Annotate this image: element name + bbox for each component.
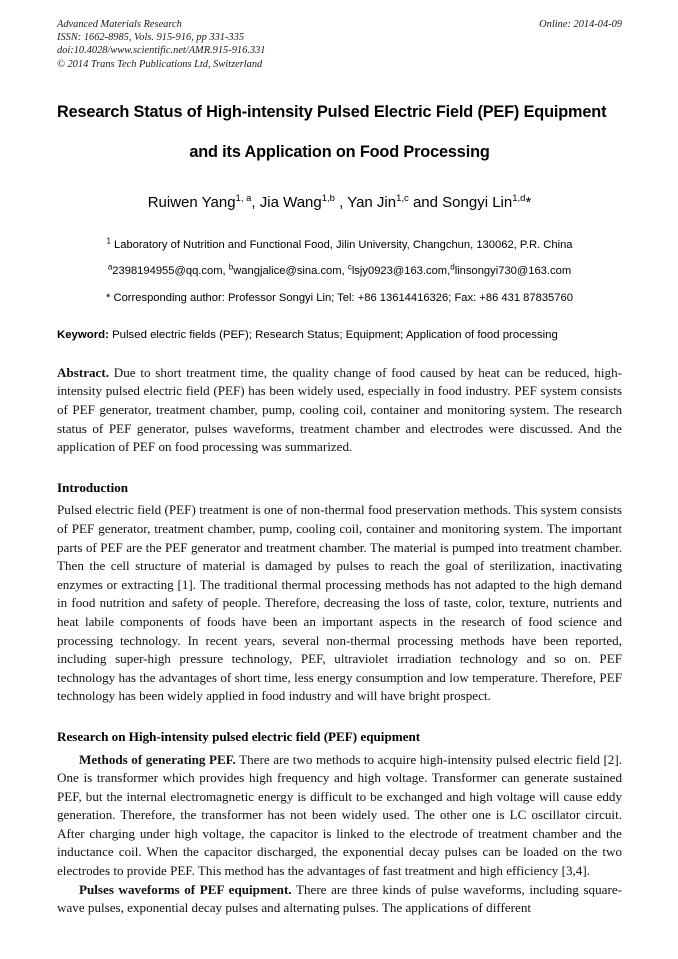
abstract-label: Abstract.: [57, 364, 109, 380]
section-heading-research: Research on High-intensity pulsed electric field (PEF) equipment: [57, 728, 421, 744]
masthead-left-block: [57, 18, 477, 71]
email-address-c[interactable]: lsjy0923@163.com,: [351, 264, 451, 277]
corresponding-author-asterisk: *: [525, 193, 532, 211]
author-separator-2: ,: [334, 193, 348, 211]
introduction-paragraph: Pulsed electric field (PEF) treatment is one of non-thermal food preservation methods. This system consists of PEF generator, treatment chamber, pump, cooling coil, container and monitoring system. The important parts of PEF are the PEF generator and treatment chamber. The material is pumped into treatment chamber. Then the cell structure of material is damaged by pulses to reach the goal of sterilization, inactivating enzymes or extracting [1]. The traditional thermal processing methods has not adapted to the high demand in food nutrition and safety of people. Therefore, decreasing the loss of taste, color, texture, nutrients and heat labile components of foods have been an important aspects in the research of food science and processing technology. In recent years, several non-thermal processing methods have been reported, including super-high pressure technology, PEF, ultraviolet irradiation technology and so on. PEF technology has the advantages of short time, less energy consumption and low temperature. Therefore, PEF technology has been widely applied in food industry and will have bright prospect.: [57, 502, 622, 704]
methods-paragraph-text: There are two methods to acquire high-intensity pulsed electric field [2]. One is transformer which provides high frequency and high voltage. Transformer can generate sustained PEF, but the internal electromagnetic energy is difficult to be exchanged and high voltage will cause eddy generation. Therefore, the transformer has not been widely used. The other one is LC oscillator circuit. After charging under high voltage, the capacitor is linked to the electrode of treatment chamber and the inductance coil. When the capacitor discharged, the exponential decay pulses can be loaded on the two electrodes to provide PEF. This method has the advantages of fast treatment and high efficiency [3,4].: [57, 751, 622, 879]
journal-doi: doi:10.4028/www.scientific.net/AMR.915-916.331: [57, 45, 266, 57]
journal-masthead: [57, 18, 622, 71]
email-address-a[interactable]: 2398194955@qq.com,: [112, 264, 229, 277]
pulses-paragraph-text: There are three kinds of pulse waveforms, including square-wave pulses, exponential decay pulses and alternating pulses. The applications of different: [57, 881, 622, 916]
page-content: [57, 18, 622, 918]
author-name-3: Yan Jin: [347, 193, 397, 211]
author-emails: [57, 264, 622, 279]
author-affil-marker-4: 1,d: [512, 192, 526, 204]
author-name-4: Songyi Lin: [442, 193, 513, 211]
author-separator-1: ,: [251, 193, 260, 211]
author-separator-3: and: [408, 193, 443, 211]
page-title: [57, 102, 622, 163]
author-affil-marker-1: 1, a: [235, 192, 252, 204]
journal-copyright: © 2014 Trans Tech Publications Ltd, Switzerland: [57, 58, 263, 70]
author-affil-marker-2: 1,b: [321, 192, 335, 204]
author-name-2: Jia Wang: [259, 193, 322, 211]
affiliation-text: Laboratory of Nutrition and Functional Food, Jilin University, Changchun, 130062, P.R. China: [114, 238, 573, 251]
email-marker-c: c: [347, 262, 352, 272]
page-title-line-2: and its Application on Food Processing: [189, 142, 490, 161]
affiliation: [57, 238, 622, 253]
online-publication-date: Online: 2014-04-09: [539, 19, 622, 30]
keyword-label: Keyword:: [57, 328, 109, 341]
author-name-1: Ruiwen Yang: [147, 193, 236, 211]
affiliation-marker: 1: [106, 236, 111, 246]
abstract: [57, 364, 622, 457]
email-address-d[interactable]: linsongyi730@163.com: [454, 264, 572, 277]
email-marker-a: a: [107, 262, 113, 272]
author-affil-marker-3: 1,c: [396, 192, 409, 204]
email-marker-d: d: [450, 262, 455, 272]
keyword-line: [57, 328, 622, 343]
corresponding-author-note: * Corresponding author: Professor Songyi Lin; Tel: +86 13614416326; Fax: +86 431 87835760: [106, 291, 573, 304]
methods-runin-heading: Methods of generating PEF.: [79, 751, 236, 767]
email-address-b[interactable]: wangjalice@sina.com,: [233, 264, 348, 277]
journal-issn-volume: ISSN: 1662-8985, Vols. 915-916, pp 331-335: [57, 32, 245, 44]
journal-name: Advanced Materials Research: [57, 19, 182, 30]
email-marker-b: b: [228, 262, 234, 272]
pulses-runin-heading: Pulses waveforms of PEF equipment.: [79, 881, 292, 897]
page-title-line-1: Research Status of High-intensity Pulsed Electric Field (PEF) Equipment: [57, 102, 607, 121]
author-list: [57, 193, 622, 213]
abstract-text: Due to short treatment time, the quality change of food caused by heat can be reduced, high-intensity pulsed electric field (PEF) has been widely used, especially in food industry. PEF system consists of PEF generator, treatment chamber, pump, cooling coil, container and monitoring system. The research status of PEF generator, pulses waveforms, treatment chamber and electrodes were discussed. And the application of PEF on food processing was summarized.: [57, 364, 622, 455]
section-heading-introduction: Introduction: [57, 479, 129, 495]
methods-paragraph: [57, 751, 622, 881]
keyword-values: Pulsed electric fields (PEF); Research Status; Equipment; Application of food processing: [108, 328, 558, 341]
pulses-waveforms-paragraph: [57, 881, 622, 918]
